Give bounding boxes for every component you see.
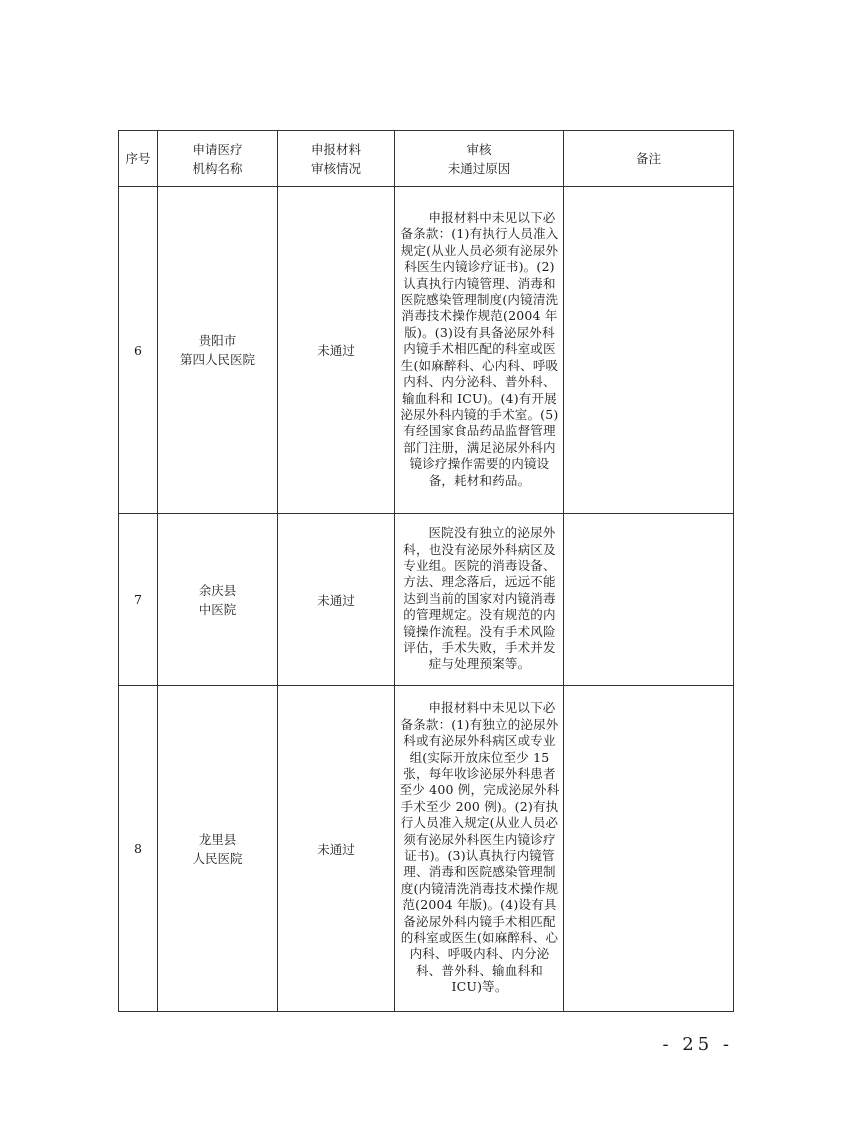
row-reason xyxy=(395,514,564,686)
header-org-line2: 机构名称 xyxy=(192,160,243,176)
header-row xyxy=(119,131,734,187)
row-status: 未通过 xyxy=(278,686,395,1012)
header-org xyxy=(158,131,278,187)
review-table xyxy=(118,130,734,1012)
header-status-line1: 申报材料 xyxy=(310,141,361,157)
header-reason-line1: 审核 xyxy=(466,141,492,157)
row-reason xyxy=(395,187,564,514)
row-org xyxy=(158,686,278,1012)
table-row xyxy=(119,514,734,686)
org-line1: 余庆县 xyxy=(198,582,237,598)
header-status xyxy=(278,131,395,187)
org-line1: 龙里县 xyxy=(198,831,237,847)
reason-text: 申报材料中未见以下必备条款：(1)有执行人员准入规定(从业人员必须有泌尿外科医生内镜诊疗证书)。(2)认真执行内镜管理、消毒和医院感染管理制度(内镜清洗消毒技术操作规范(2004 年版)。(3)设有具备泌尿外科内镜手术相匹配的科室或医生(如麻醉科、心内科、呼吸内科、内分泌科、普外科、输血科和 ICU)。(4)有开展泌尿外科内镜的手术室。(5)有经国家食品药品监督管理部门注册，满足泌尿外科内镜诊疗操作需要的内镜设备，耗材和药品。 xyxy=(400,210,559,488)
row-seq: 6 xyxy=(119,187,158,514)
header-seq: 序号 xyxy=(119,131,158,187)
org-line2: 中医院 xyxy=(198,601,237,617)
row-org xyxy=(158,187,278,514)
header-note: 备注 xyxy=(564,131,734,187)
row-org xyxy=(158,514,278,686)
row-seq: 7 xyxy=(119,514,158,686)
org-line1: 贵阳市 xyxy=(198,333,237,348)
page-number: - 25 - xyxy=(662,1034,733,1055)
reason-text: 医院没有独立的泌尿外科，也没有泌尿外科病区及专业组。医院的消毒设备、方法、理念落后，远远不能达到当前的国家对内镜消毒的管理规定。没有规范的内镜操作流程。没有手术风险评估，手术失败，手术并发症与处理预案等。 xyxy=(403,525,556,672)
reason-text: 申报材料中未见以下必备条款：(1)有独立的泌尿外科或有泌尿外科病区或专业组(实际开放床位至少 15 张，每年收诊泌尿外科患者至少 400 例，完成泌尿外科手术至少 200 例)。(2)有执行人员准入规定(从业人员必须有泌尿外科医生内镜诊疗证书)。(3)认真执行内镜管理、消毒和医院感染管理制度(内镜清洗消毒技术操作规范(2004 年版)。(4)设有具备泌尿外科内镜手术相匹配的科室或医生(如麻醉科、心内科、呼吸内科、内分泌科、普外科、输血科和 ICU)等。 xyxy=(399,700,560,995)
org-line2: 第四人民医院 xyxy=(179,352,255,367)
row-status: 未通过 xyxy=(278,514,395,686)
header-org-line1: 申请医疗 xyxy=(192,141,243,157)
row-status: 未通过 xyxy=(278,187,395,514)
org-line2: 人民医院 xyxy=(192,850,243,866)
row-note xyxy=(564,187,734,514)
table-row xyxy=(119,187,734,514)
row-note xyxy=(564,686,734,1012)
row-reason xyxy=(395,686,564,1012)
header-reason xyxy=(395,131,564,187)
header-reason-line2: 未通过原因 xyxy=(447,160,511,176)
row-note xyxy=(564,514,734,686)
header-status-line2: 审核情况 xyxy=(310,160,361,176)
row-seq: 8 xyxy=(119,686,158,1012)
table-row xyxy=(119,686,734,1012)
